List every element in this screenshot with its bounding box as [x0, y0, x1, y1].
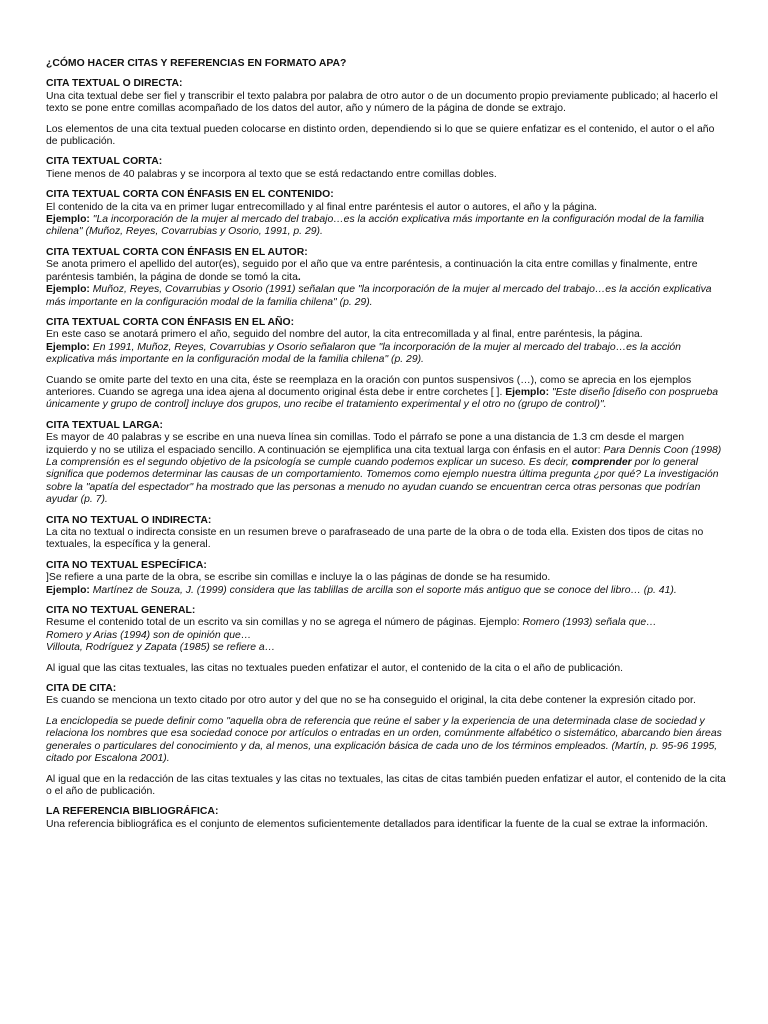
heading-cita-de-cita: CITA DE CITA: [46, 683, 117, 695]
heading-enfasis-autor: CITA TEXTUAL CORTA CON ÉNFASIS EN EL AUTOR: [46, 246, 308, 258]
paragraph: ]Se refiere a una parte de la obra, se escribe sin comillas e incluye la o las páginas de donde se ha resumido. [46, 572, 551, 584]
paragraph: El contenido de la cita va en primer lugar entrecomillado y al final entre paréntesis el autor o autores, el año y la página. [46, 201, 598, 213]
heading-cita-textual-directa: CITA TEXTUAL O DIRECTA: [46, 78, 183, 90]
example-line: Villouta, Rodríguez y Zapata (1985) se refiere a… [46, 642, 276, 654]
paragraph: Se anota primero el apellido del autor(es), seguido por el año que va entre paréntesis, a continuación la cita entre comillas y finalmente, entre paréntesis también, la página de donde se tomó la cita. [46, 259, 698, 283]
heading-referencia-bibliografica: LA REFERENCIA BIBLIOGRÁFICA: [46, 806, 219, 818]
paragraph-omision: Cuando se omite parte del texto en una cita, éste se reemplaza en la oración con puntos suspensivos (…), como se aprecia en los ejemplos anteriores. Cuando se agrega una idea ajena al documento original ésta debe ir entre corchetes [ ]. Ejemplo: "Este diseño [diseño con posprueba únicamente y grupo de control] incluye dos grupos, uno recibe el tratamiento experimental y el otro no (grupo de control)". [46, 374, 719, 411]
heading-cita-no-textual: CITA NO TEXTUAL O INDIRECTA: [46, 514, 212, 526]
paragraph: Los elementos de una cita textual pueden colocarse en distinto orden, dependiendo si lo que se quiere enfatizar es el contenido, el autor o el año de publicación. [46, 123, 715, 148]
example-text: Muñoz, Reyes, Covarrubias y Osorio (1991) señalan que "la incorporación de la mujer al mercado del trabajo…es la acción explicativa más importante en la configuración modal de la familia chilena" (p. 29). [46, 284, 712, 308]
example [46, 342, 728, 367]
heading-no-textual-especifica: CITA NO TEXTUAL ESPECÍFICA: [46, 559, 207, 571]
heading-cita-textual-corta: CITA TEXTUAL CORTA: [46, 156, 163, 168]
paragraph: Es mayor de 40 palabras y se escribe en una nueva línea sin comillas. Todo el párrafo se pone a una distancia de 1.3 cm desde el margen izquierdo y no se utiliza el espaciado sencillo. A continuación se ejemplifica una cita textual larga con énfasis en el autor: Para Dennis Coon (1998) [46, 432, 722, 456]
example-label: Ejemplo: [46, 584, 90, 596]
example-label: Ejemplo: [46, 341, 90, 353]
long-quote: La comprensión es el segundo objetivo de la psicología se cumple cuando podemos explicar un suceso. Es decir, comprender por lo general significa que podemos determinar las causas de un comportamiento. Tomemos como ejemplo nuestra última pregunta ¿por qué? La investigación sobre la "apatía del espectador" ha mostrado que las personas a menudo no ayudan cuando se encuentran cerca otras personas que podrían ayudar (p. 7). [46, 456, 719, 506]
paragraph: Al igual que en la redacción de las citas textuales y las citas no textuales, las citas de citas también pueden enfatizar el autor, el contenido de la cita o el año de publicación. [46, 773, 726, 797]
example-text: "Este diseño [diseño con posprueba únicamente y grupo de control] incluye dos grupos, uno recibe el tratamiento experimental y el otro no (grupo de control)". [46, 386, 719, 411]
example [46, 284, 728, 309]
heading-enfasis-ano: CITA TEXTUAL CORTA CON ÉNFASIS EN EL AÑO: [46, 316, 295, 328]
example-text: En 1991, Muñoz, Reyes, Covarrubias y Osorio señalaron que "la incorporación de la mujer al mercado del trabajo…es la acción explicativa más importante en la configuración modal de la familia chilena" (p. 29). [46, 341, 681, 366]
paragraph: Resume el contenido total de un escrito va sin comillas y no se agrega el número de páginas. Ejemplo: Romero (1993) señala que… [46, 617, 657, 629]
heading-no-textual-general: CITA NO TEXTUAL GENERAL: [46, 605, 196, 617]
paragraph: Es cuando se menciona un texto citado por otro autor y del que no se ha conseguido el original, la cita debe contener la expresión citado por. [46, 695, 696, 707]
paragraph: La cita no textual o indirecta consiste en un resumen breve o parafraseado de una parte de la obra o de toda ella. Existen dos tipos de citas no textuales, la específica y la general. [46, 527, 704, 551]
example [46, 585, 728, 597]
paragraph: Una cita textual debe ser fiel y transcribir el texto palabra por palabra de otro autor o de un documento propio previamente publicado; al hacerlo el texto se pone entre comillas acompañado de los datos del autor, año y número de la página de donde se extrajo. [46, 90, 718, 115]
example-text: Martínez de Souza, J. (1999) considera que las tablillas de arcilla son el soporte más antiguo que se conoce del libro… (p. 41). [89, 584, 677, 596]
paragraph: Al igual que las citas textuales, las citas no textuales pueden enfatizar el autor, el contenido de la cita o el año de publicación. [46, 662, 624, 674]
page-title: ¿CÓMO HACER CITAS Y REFERENCIAS EN FORMATO APA? [46, 58, 347, 69]
paragraph: Tiene menos de 40 palabras y se incorpora al texto que se está redactando entre comillas dobles. [46, 168, 497, 180]
example-label: Ejemplo: [505, 386, 550, 398]
paragraph: Una referencia bibliográfica es el conjunto de elementos suficientemente detallados para identificar la fuente de la cual se extrae la información. [46, 818, 708, 830]
heading-enfasis-contenido: CITA TEXTUAL CORTA CON ÉNFASIS EN EL CONTENIDO: [46, 189, 334, 201]
example-label: Ejemplo: [46, 284, 90, 296]
heading-cita-textual-larga: CITA TEXTUAL LARGA: [46, 419, 163, 431]
example-text: "La incorporación de la mujer al mercado del trabajo…es la acción explicativa más importante en la configuración modal de la familia chilena" (Muñoz, Reyes, Covarrubias y Osorio, 1991, p. 29). [46, 214, 705, 238]
paragraph: En este caso se anotará primero el año, seguido del nombre del autor, la cita entrecomillada y al final, entre paréntesis, la página. [46, 329, 643, 341]
example-line: Romero y Arias (1994) son de opinión que… [46, 629, 252, 641]
example [46, 214, 728, 239]
example-label: Ejemplo: [46, 214, 90, 226]
quote: La enciclopedia se puede definir como "aquella obra de referencia que reúne el saber y la experiencia de una determinada clase de sociedad y relaciona los nombres que esa sociedad conoce por artículos o entradas en un orden, comúnmente alfabético o sistemático, abarcando bien áreas generales o particulares del conocimiento y da, al menos, una explicación básica de cada uno de los términos empleados. (Martín, p. 95-96 1995, citado por Escalona 2001). [46, 715, 722, 765]
